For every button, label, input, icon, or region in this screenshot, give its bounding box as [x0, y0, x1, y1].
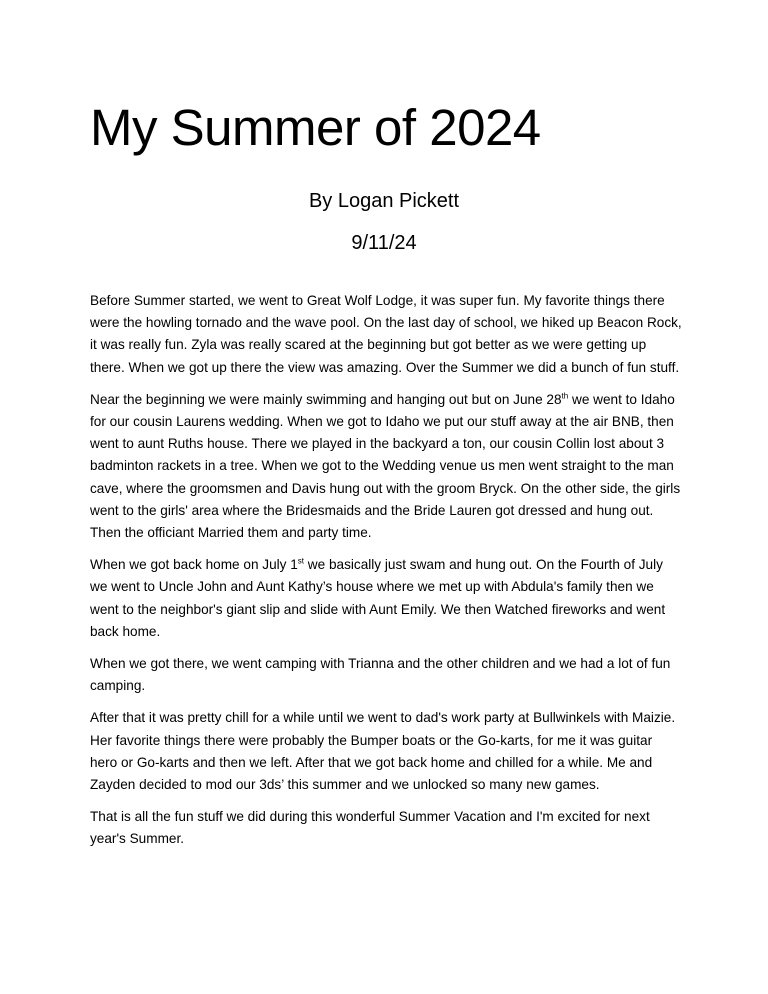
paragraph-idaho-wedding — [90, 389, 682, 544]
ordinal-suffix-st: st — [297, 556, 305, 566]
paragraph-idaho-text-start: Near the beginning we were mainly swimming and hanging out but on June 28 — [90, 391, 562, 407]
ordinal-suffix-th: th — [561, 391, 569, 401]
author-byline: By Logan Pickett — [308, 190, 460, 212]
paragraph-july-text-end: we basically just swam and hung out. On the Fourth of July we went to Uncle John and Aunt Kathy’s house where we met up with Abdula's family then we went to the neighbor's giant slip and slide with Aunt Emily. We then Watched fireworks and went back home. — [90, 557, 666, 639]
paragraph-idaho-text-end: we went to Idaho for our cousin Laurens wedding. When we got to Idaho we put our stuff away at the air BNB, then went to aunt Ruths house. There we played in the backyard a ton, our cousin Collin lost about 3 badminton rackets in a tree. When we got to the Wedding venue us men went straight to the man cave, where the groomsmen and Davis hung out with the groom Bryck. On the other side, the girls went to the girls' area where the Bridesmaids and the Bride Lauren got dressed and hung out. Then the officiant Married them and party time. — [90, 391, 681, 541]
document-body — [90, 290, 682, 861]
document-title: My Summer of 2024 — [90, 99, 541, 156]
document-date: 9/11/24 — [351, 232, 417, 254]
paragraph-fourth-of-july — [90, 554, 682, 643]
paragraph-camping: When we got there, we went camping with Trianna and the other children and we had a lot of fun camping. — [90, 656, 671, 694]
paragraph-conclusion: That is all the fun stuff we did during this wonderful Summer Vacation and I'm excited for next year's Summer. — [90, 809, 650, 847]
paragraph-work-party: After that it was pretty chill for a while until we went to dad's work party at Bullwinkels with Maizie. Her favorite things there were probably the Bumper boats or the Go-karts, for me it was guitar hero or Go-karts and then we left. After that we got back home and chilled for a while. Me and Zayden decided to mod our 3ds’ this summer and we unlocked so many new games. — [90, 710, 676, 793]
paragraph-great-wolf-lodge: Before Summer started, we went to Great Wolf Lodge, it was super fun. My favorite things there were the howling tornado and the wave pool. On the last day of school, we hiked up Beacon Rock, it was really fun. Zyla was really scared at the beginning but got better as we were getting up there. When we got up there the view was amazing. Over the Summer we did a bunch of fun stuff. — [90, 293, 682, 375]
paragraph-july-text-start: When we got back home on July 1 — [90, 557, 298, 573]
